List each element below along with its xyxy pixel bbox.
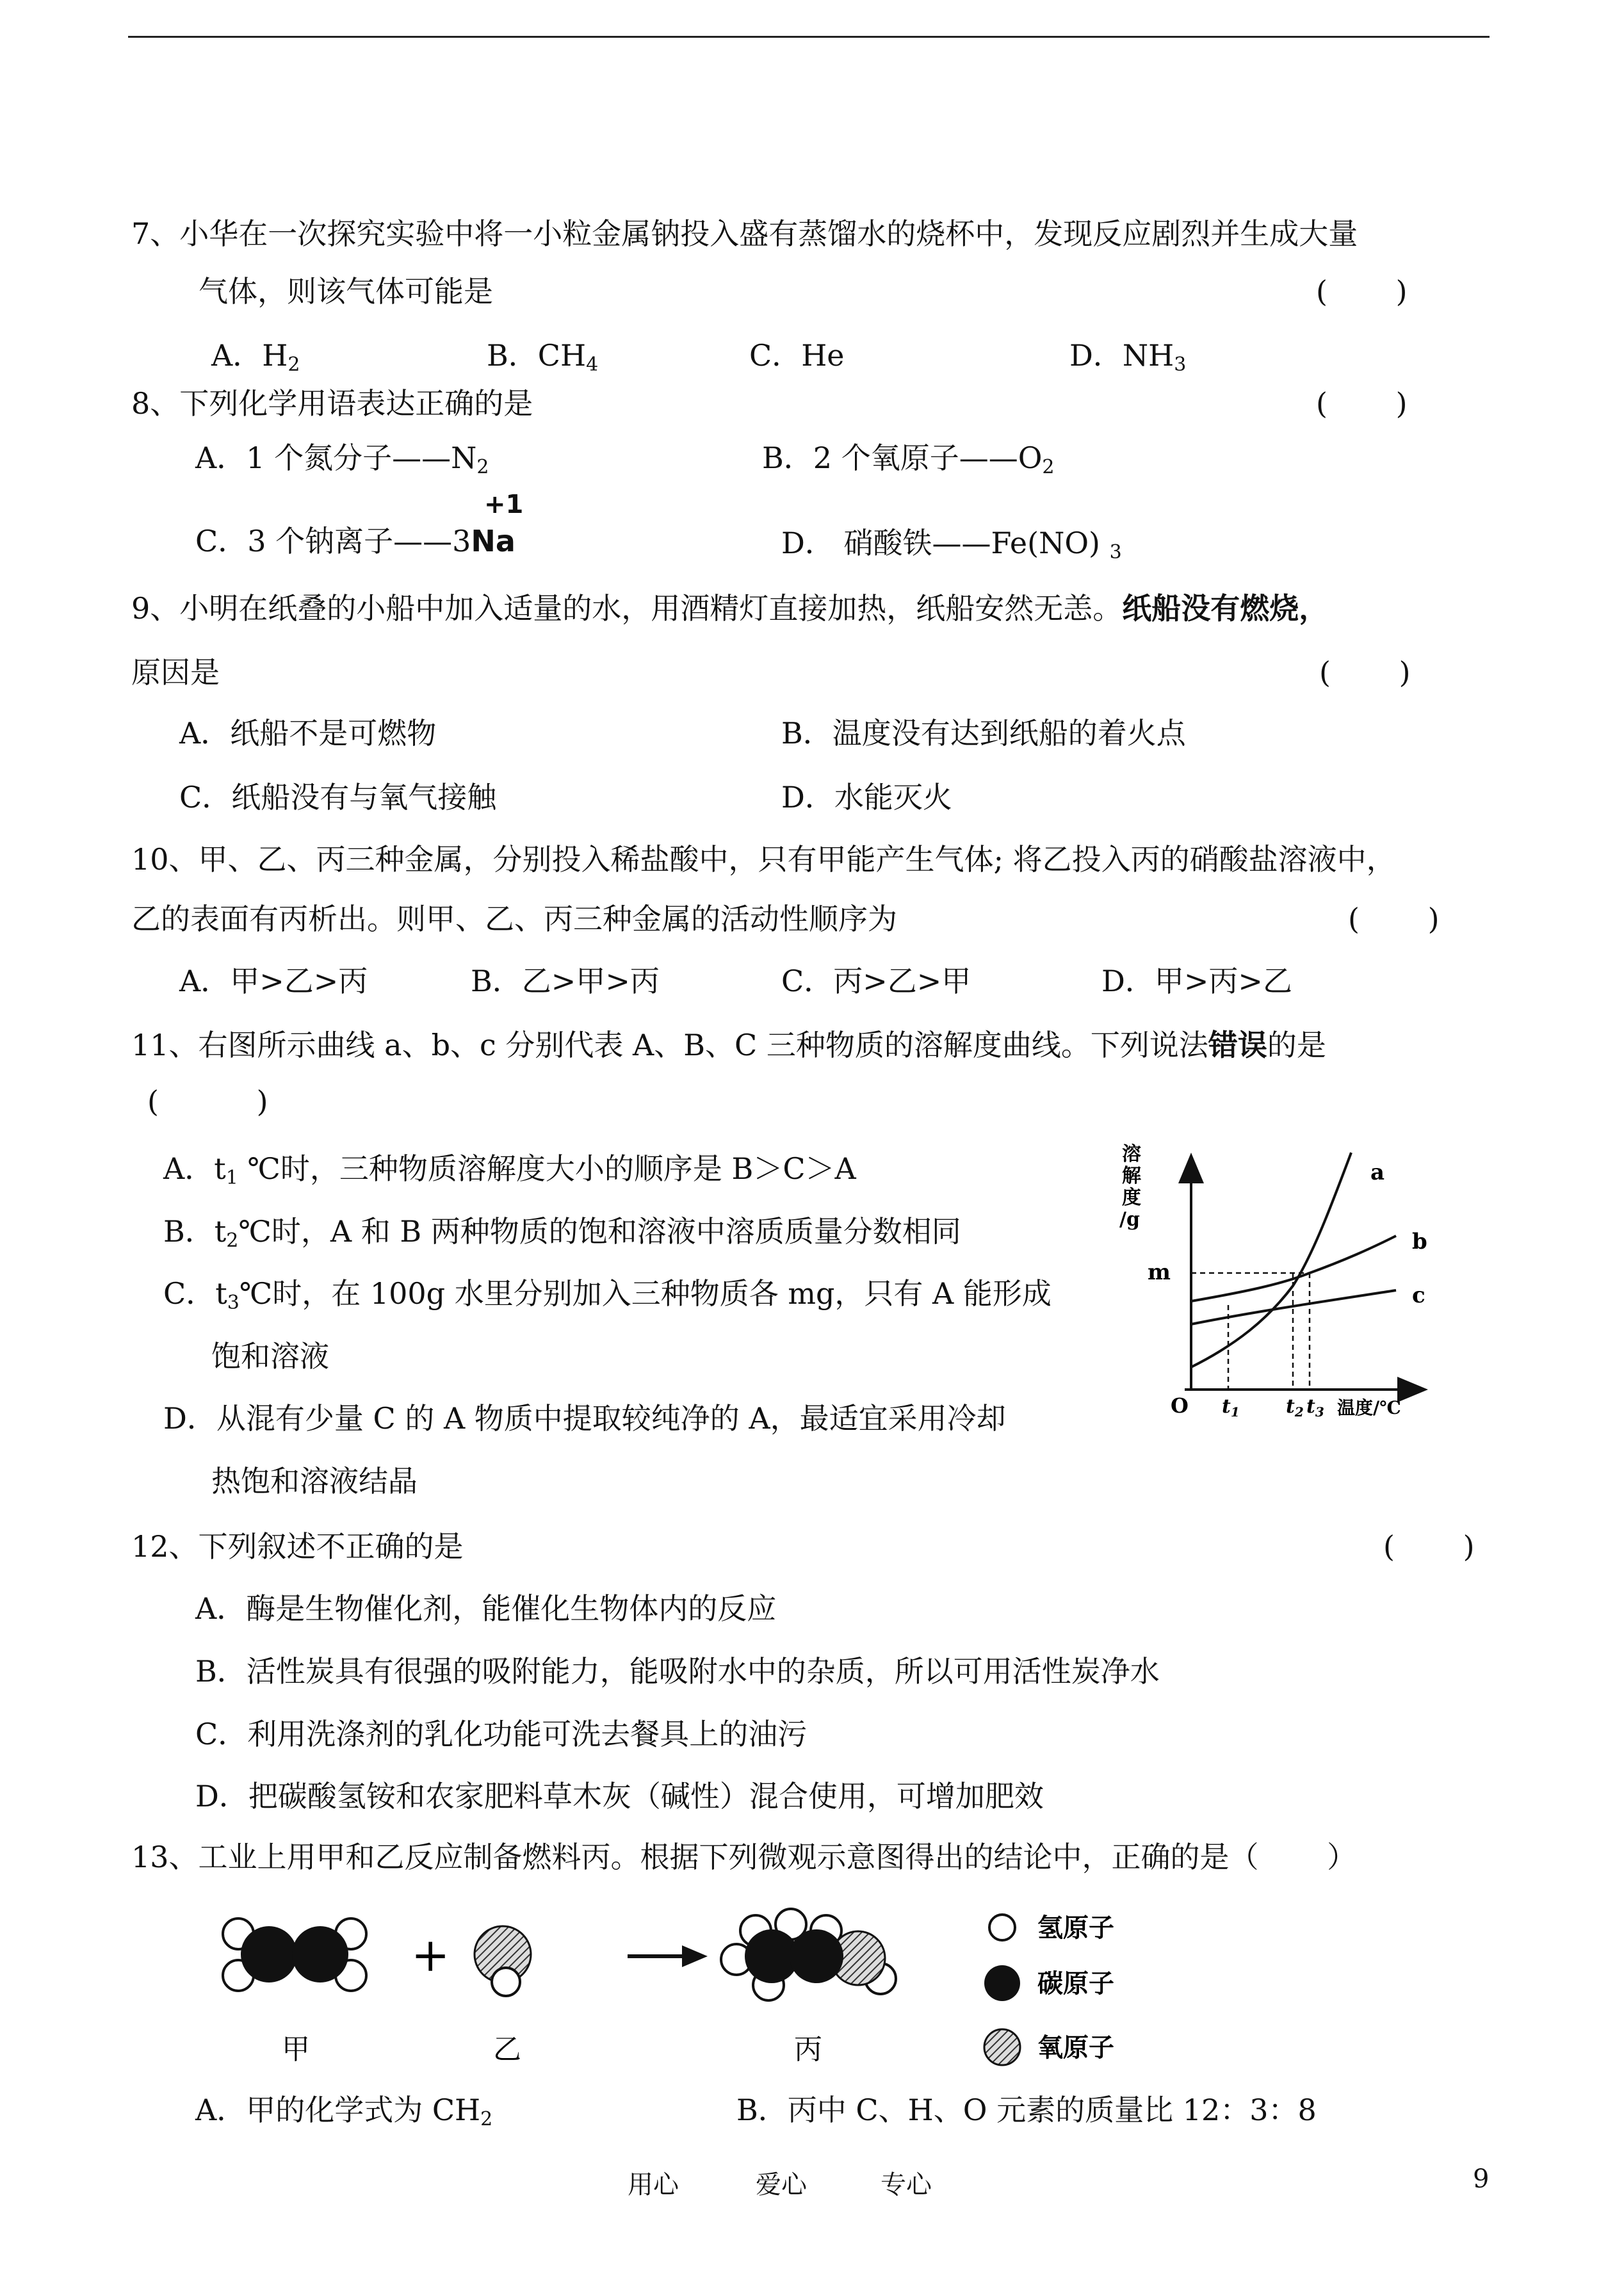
q8-option-c: C．3 个钠离子——3Na — [195, 524, 516, 558]
q13-option-b: B．丙中 C、H、O 元素的质量比 12：3：8 — [736, 2093, 1317, 2127]
legend-carbon — [984, 1965, 1020, 2001]
q13-stem: 13、工业上用甲和乙反应制备燃料丙。根据下列微观示意图得出的结论中，正确的是（ ） — [131, 1840, 1357, 1874]
page-number: 9 — [1473, 2164, 1490, 2194]
footer-text-1: 用心 — [628, 2170, 679, 2200]
legend-oxygen-label: 氧原子 — [1037, 2032, 1114, 2063]
plus-sign: + — [411, 1928, 450, 1982]
molecule-bing-label: 丙 — [794, 2033, 822, 2066]
q9-answer-bracket: ( ) — [1319, 655, 1411, 690]
legend-hydrogen — [989, 1915, 1015, 1940]
legend-hydrogen-label: 氢原子 — [1037, 1913, 1114, 1943]
q11-answer-bracket: ( ) — [147, 1084, 268, 1119]
q13-option-a: A．甲的化学式为 CH2 — [195, 2093, 493, 2130]
q12-option-b: B．活性炭具有很强的吸附能力，能吸附水中的杂质，所以可用活性炭净水 — [195, 1654, 1160, 1689]
q10-option-d: D．甲>丙>乙 — [1101, 964, 1292, 998]
q10-stem-line2: 乙的表面有丙析出。则甲、乙、丙三种金属的活动性顺序为 — [131, 902, 897, 936]
q10-option-a: A．甲>乙>丙 — [179, 964, 368, 998]
q7-option-d: D．NH3 — [1069, 338, 1187, 376]
footer-text-2: 爱心 — [756, 2170, 807, 2200]
graph-curve-c-label: c — [1412, 1283, 1425, 1308]
molecule-yi-label: 乙 — [493, 2033, 521, 2066]
q10-option-c: C．丙>乙>甲 — [781, 964, 971, 998]
q8-stem: 8、下列化学用语表达正确的是 — [131, 386, 533, 421]
graph-ylabel-3: 度 — [1122, 1187, 1141, 1209]
q8-option-b: B．2 个氧原子——O2 — [762, 441, 1055, 478]
molecule-jia — [223, 1918, 366, 1991]
q12-option-c: C．利用洗涤剂的乳化功能可洗去餐具上的油污 — [195, 1717, 808, 1751]
q9-option-d: D．水能灭火 — [781, 780, 952, 815]
q8-option-a: A．1 个氮分子——N2 — [195, 441, 489, 478]
q9-stem-line2: 原因是 — [131, 655, 220, 690]
q11-option-c-line2: 饱和溶液 — [211, 1339, 329, 1374]
q8-answer-bracket: ( ) — [1316, 386, 1408, 421]
graph-origin-label: O — [1171, 1393, 1189, 1418]
graph-t1-label: $t_1$ — [1222, 1395, 1240, 1420]
q11-option-a: A．t1 ℃时，三种物质溶解度大小的顺序是 B＞C＞A — [163, 1151, 856, 1189]
graph-x-axis-label: 温度/℃ — [1337, 1397, 1401, 1418]
molecule-jia-label: 甲 — [282, 2033, 310, 2066]
molecule-bing — [721, 1909, 896, 2000]
q12-answer-bracket: ( ) — [1383, 1529, 1475, 1564]
molecule-yi — [475, 1926, 531, 1996]
legend-oxygen — [984, 2029, 1020, 2065]
graph-m-label: m — [1148, 1260, 1171, 1285]
q7-option-b: B．CH4 — [487, 338, 599, 376]
solubility-curve-graph — [1114, 1133, 1473, 1434]
graph-t3-label: $t_3$ — [1306, 1395, 1324, 1420]
footer-text-3: 专心 — [881, 2170, 932, 2200]
q11-option-c: C．t3℃时，在 100g 水里分别加入三种物质各 mg，只有 A 能形成 — [163, 1276, 1052, 1314]
q12-option-a: A．酶是生物催化剂，能催化生物体内的反应 — [195, 1591, 777, 1626]
q10-option-b: B．乙>甲>丙 — [471, 964, 660, 998]
graph-ylabel-1: 溶 — [1122, 1143, 1141, 1165]
molecule-reaction-diagram — [205, 1895, 1230, 2100]
q7-option-c: C．He — [749, 338, 845, 373]
graph-ylabel-2: 解 — [1122, 1165, 1141, 1187]
graph-ylabel-4: /g — [1119, 1208, 1140, 1231]
q7-option-a: A．H2 — [211, 338, 300, 376]
q7-stem-line1: 7、小华在一次探究实验中将一小粒金属钠投入盛有蒸馏水的烧杯中，发现反应剧烈并生成大量 — [131, 216, 1358, 251]
q10-stem-line1: 10、甲、乙、丙三种金属，分别投入稀盐酸中，只有甲能产生气体; 将乙投入丙的硝酸盐溶液中， — [131, 842, 1396, 877]
q11-option-d-line2: 热饱和溶液结晶 — [211, 1464, 418, 1498]
q9-option-c: C．纸船没有与氧气接触 — [179, 780, 497, 815]
legend-carbon-label: 碳原子 — [1037, 1968, 1114, 1999]
graph-curve-a-label: a — [1370, 1160, 1385, 1185]
q12-stem: 12、下列叙述不正确的是 — [131, 1529, 464, 1564]
q7-stem-line2: 气体，则该气体可能是 — [199, 274, 493, 309]
q8-option-d: D． 硝酸铁——Fe(NO) 3 — [781, 526, 1122, 564]
q11-option-b: B．t2℃时，A 和 B 两种物质的饱和溶液中溶质质量分数相同 — [163, 1214, 961, 1252]
q11-option-d: D．从混有少量 C 的 A 物质中提取较纯净的 A，最适宜采用冷却 — [163, 1401, 1006, 1436]
graph-t2-label: $t_2$ — [1286, 1395, 1304, 1420]
q7-answer-bracket: ( ) — [1316, 274, 1408, 309]
q9-option-b: B．温度没有达到纸船的着火点 — [781, 716, 1186, 750]
q12-option-d: D．把碳酸氢铵和农家肥料草木灰（碱性）混合使用，可增加肥效 — [195, 1779, 1044, 1813]
graph-curve-b-label: b — [1412, 1229, 1427, 1254]
graph-curve-a — [1191, 1153, 1351, 1367]
q11-stem-line1: 11、右图所示曲线 a、b、c 分别代表 A、B、C 三种物质的溶解度曲线。下列说法错误的是 — [131, 1028, 1326, 1062]
q9-option-a: A．纸船不是可燃物 — [179, 716, 437, 750]
reaction-arrow — [628, 1945, 708, 1967]
header-rule — [128, 36, 1490, 38]
q8-ion-charge: +1 — [484, 490, 524, 519]
q9-stem-line1: 9、小明在纸叠的小船中加入适量的水，用酒精灯直接加热，纸船安然无恙。纸船没有燃烧， — [131, 591, 1329, 626]
q10-answer-bracket: ( ) — [1348, 902, 1440, 936]
